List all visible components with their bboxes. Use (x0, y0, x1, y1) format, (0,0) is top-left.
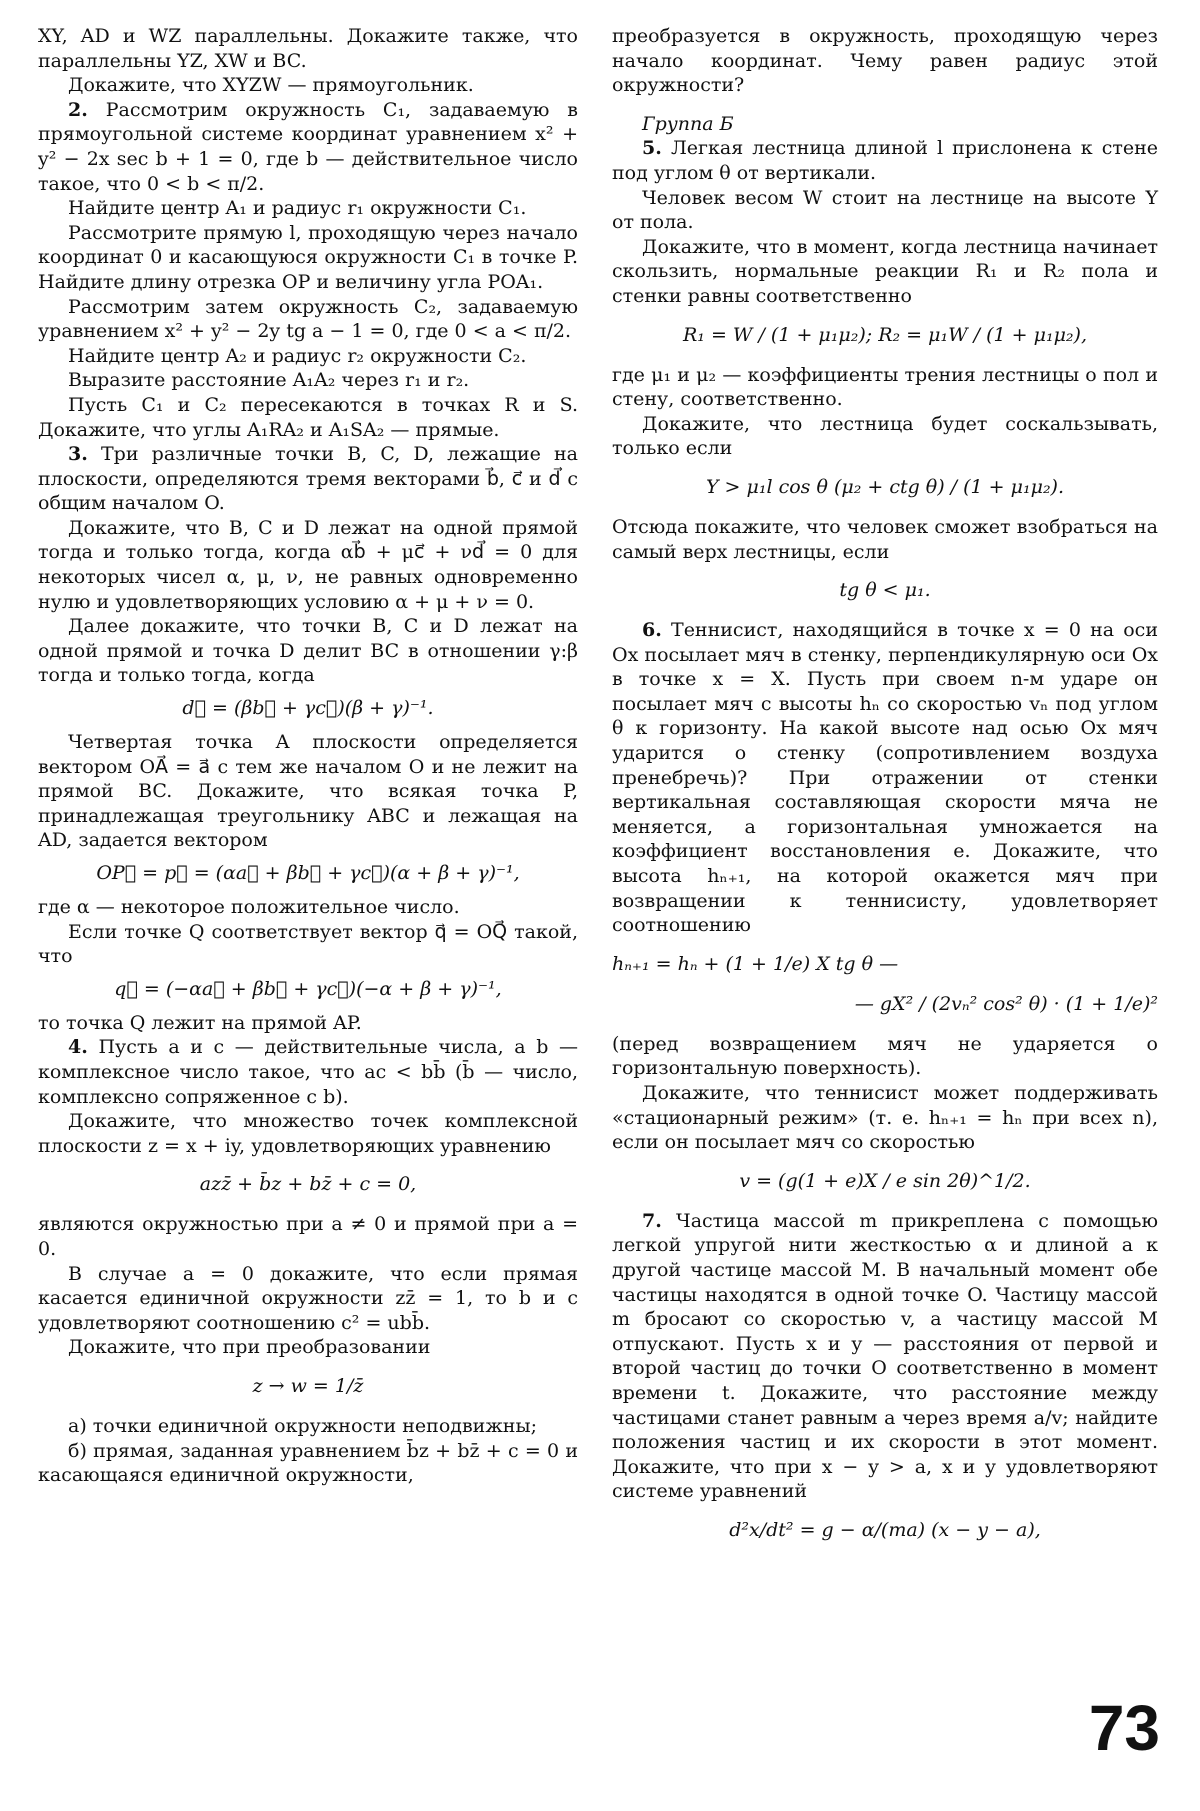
equation: OP⃗ = p⃗ = (αa⃗ + βb⃗ + γc⃗)(α + β + γ)⁻¹, (96, 862, 520, 884)
problem-2 (38, 98, 578, 196)
paragraph: XY, AD и WZ параллельны. Докажите также, что параллельны YZ, XW и BC. (38, 25, 578, 72)
paragraph: б) прямая, заданная уравнением b̄z + bz̄ + c = 0 и касающаяся единичной окружности, (38, 1439, 578, 1487)
paragraph: Докажите, что B, C и D лежат на одной прямой тогда и только тогда, когда αb⃗ + μc⃗ + νd⃗ = 0 для некоторых чисел α, μ, ν, не равных одновременно нулю и удовлетворяющих условию α + μ + ν = 0. (38, 516, 578, 613)
problem-5 (612, 136, 1158, 185)
problem-number: 5. (642, 137, 662, 160)
equation: z → w = 1/z̄ (252, 1374, 364, 1397)
paragraph: являются окружностью при a ≠ 0 и прямой при a = 0. (38, 1213, 578, 1260)
problem-7 (612, 1209, 1158, 1504)
paragraph: Пусть C₁ и C₂ пересекаются в точках R и S. Докажите, что углы A₁RA₂ и A₁SA₂ — прямые. (38, 393, 578, 441)
paragraph: Докажите, что в момент, когда лестница начинает скользить, нормальные реакции R₁ и R₂ пола и стенки равны соответственно (612, 235, 1158, 307)
problem-text: Рассмотрим окружность C₁, задаваемую в прямоугольной системе координат уравнением x² + y² − 2x sec b + 1 = 0, где b — действительное число такое, что 0 < b < π/2. (38, 98, 579, 195)
equation: tg θ < μ₁. (839, 579, 931, 602)
right-column (612, 24, 1158, 1558)
paragraph: Докажите, что лестница будет соскальзывать, только если (612, 412, 1158, 460)
problem-text: Пусть a и c — действительные числа, a b — комплексное число такое, что ac < bb̄ (b̄ — число, комплексно сопряженное с b). (38, 1036, 578, 1108)
problem-number: 2. (68, 98, 88, 121)
paragraph: Отсюда покажите, что человек сможет взобраться на самый верх лестницы, если (612, 515, 1158, 563)
paragraph: Рассмотрите прямую l, проходящую через начало координат 0 и касающуюся окружности C₁ в точке P. Найдите длину отрезка OP и величину угла POA₁. (38, 221, 578, 293)
paragraph: где α — некоторое положительное число. (38, 896, 460, 918)
equation: d⃗ = (βb⃗ + γc⃗)(β + γ)⁻¹. (182, 697, 434, 720)
equation: q⃗ = (−αa⃗ + βb⃗ + γc⃗)(−α + β + γ)⁻¹, (114, 977, 502, 1000)
paragraph: Докажите, что множество точек комплексной плоскости z = x + iy, удовлетворяющих уравнению (38, 1110, 578, 1157)
problem-number: 7. (642, 1209, 662, 1232)
problem-number: 6. (642, 619, 662, 642)
paragraph: Найдите центр A₂ и радиус r₂ окружности C₂. (68, 344, 527, 367)
paragraph: Найдите центр A₁ и радиус r₁ окружности C₁. (68, 197, 527, 220)
equation: — gX² / (2vₙ² cos² θ) · (1 + 1/e)² (854, 992, 1158, 1015)
paragraph: В случае a = 0 докажите, что если прямая касается единичной окружности zz̄ = 1, то b и c удовлетворяют соотношению c² = ubb̄. (38, 1262, 578, 1334)
problem-text: Легкая лестница длиной l прислонена к стене под углом θ от вертикали. (612, 137, 1159, 184)
equation: azz̄ + b̄z + bz̄ + c = 0, (199, 1173, 417, 1196)
problem-6 (612, 618, 1158, 938)
paragraph: Докажите, что при преобразовании (68, 1336, 431, 1359)
problem-text: Частица массой m прикреплена с помощью легкой упругой нити жесткостью α и длиной a к другой частице массой M. В начальный момент обе частицы находятся в одной точке O. Частицу массой m бросают со скоростью v, а частицу массой M отпускают. Пусть x и y — расстояния от первой и второй частиц до точки O соответственно в момент времени t. Докажите, что расстояние между частицами станет равным a через время a/v; найдите положения частиц и их скорости в этот момент. Докажите, что при x − y > a, x и y удовлетворяют системе уравнений (612, 1209, 1158, 1503)
paragraph: Далее докажите, что точки B, C и D лежат на одной прямой и точка D делит BC в отношении γ:β тогда и только тогда, когда (38, 615, 578, 687)
paragraph: Если точке Q соответствует вектор q⃗ = OQ⃗ такой, что (38, 920, 578, 968)
equation: Y > μ₁l cos θ (μ₂ + ctg θ) / (1 + μ₁μ₂). (705, 475, 1065, 498)
paragraph: (перед возвращением мяч не ударяется о горизонтальную поверхность). (612, 1032, 1158, 1080)
left-column (38, 24, 578, 1488)
problem-3 (38, 442, 578, 516)
page-number: 73 (1088, 1692, 1160, 1764)
problem-4 (38, 1035, 578, 1109)
paragraph: Выразите расстояние A₁A₂ через r₁ и r₂. (68, 369, 470, 392)
paragraph: Человек весом W стоит на лестнице на высоте Y от пола. (612, 186, 1158, 234)
problem-number: 4. (68, 1036, 88, 1059)
paragraph: Докажите, что XYZW — прямоугольник. (68, 74, 474, 97)
equation: hₙ₊₁ = hₙ + (1 + 1/e) X tg θ — (612, 952, 899, 975)
paragraph: преобразуется в окружность, проходящую через начало координат. Чему равен радиус этой окружности? (612, 25, 1158, 97)
paragraph: то точка Q лежит на прямой AP. (38, 1011, 362, 1034)
paragraph: а) точки единичной окружности неподвижны; (68, 1414, 537, 1437)
problem-number: 3. (68, 443, 88, 466)
equation: d²x/dt² = g − α/(ma) (x − y − a), (729, 1518, 1041, 1541)
equation: R₁ = W / (1 + μ₁μ₂); R₂ = μ₁W / (1 + μ₁μ₂), (683, 323, 1087, 346)
equation: v = (g(1 + e)X / e sin 2θ)^1/2. (739, 1169, 1031, 1192)
paragraph: где μ₁ и μ₂ — коэффициенты трения лестницы о пол и стену, соответственно. (612, 363, 1158, 411)
paragraph: Докажите, что теннисист может поддерживать «стационарный режим» (т. е. hₙ₊₁ = hₙ при всех n), если он посылает мяч со скоростью (612, 1082, 1158, 1154)
paragraph: Четвертая точка A плоскости определяется вектором OA⃗ = a⃗ с тем же началом O и не лежит на прямой BC. Докажите, что всякая точка P, принадлежащая треугольнику ABC и лежащая на AD, задается вектором (38, 731, 578, 852)
problem-text: Три различные точки B, C, D, лежащие на плоскости, определяются тремя векторами b⃗, c⃗ и d⃗ с общим началом O. (38, 443, 578, 515)
problem-text: Теннисист, находящийся в точке x = 0 на оси Ox посылает мяч в стенку, перпендикулярную оси Ox в точке x = X. Пусть при своем n-м ударе он посылает мяч с высоты hₙ со скоростью vₙ под углом θ к горизонту. На какой высоте над осью Ox мяч ударится о стенку (сопротивлением воздуха пренебречь)? При отражении от стенки вертикальная составляющая скорости мяча не меняется, а горизонтальная умножается на коэффициент восстановления e. Докажите, что высота hₙ₊₁, на которой окажется мяч при возвращении к теннисисту, удовлетворяет соотношению (612, 619, 1158, 937)
group-heading: Группа Б (642, 112, 734, 135)
paragraph: Рассмотрим затем окружность C₂, задаваемую уравнением x² + y² − 2y tg a − 1 = 0, где 0 < a < π/2. (38, 295, 578, 343)
